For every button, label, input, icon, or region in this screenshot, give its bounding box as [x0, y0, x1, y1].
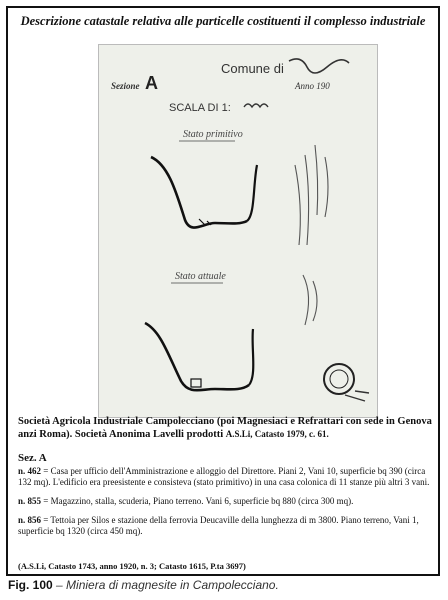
road-line-lower — [249, 329, 253, 385]
entry-number: n. 855 — [18, 496, 42, 506]
building-parcel — [191, 379, 201, 387]
figure-number: Fig. 100 — [8, 578, 53, 592]
official-stamp-inner — [330, 370, 348, 388]
road-line-upper — [247, 165, 257, 221]
entry-855 — [18, 496, 434, 507]
map-stato-attuale: Stato attuale — [175, 271, 226, 282]
parcel-entries — [18, 466, 434, 545]
river-line-upper — [151, 157, 247, 228]
entry-text: = Casa per ufficio dell'Amministrazione e alloggio del Direttore. Piani 2, Vani 10, superficie bq 390 (circa 132 mq). L'edificio era preesistente e consisteva (stato primitivo) in una casa colonica di 11 stanze più altri 3 vani. — [18, 466, 430, 487]
map-sezione-label: Sezione — [111, 81, 140, 91]
caption-left: Società Agricola Industriale Campolecciano (poi Magnesiaci e Refrattari con sede in Genova anzi Roma). — [18, 416, 432, 440]
entry-462 — [18, 466, 434, 488]
entry-856 — [18, 515, 434, 537]
cadastral-map — [98, 44, 378, 418]
figure-dash: – — [56, 578, 67, 592]
handwritten-note-lower — [303, 275, 317, 325]
section-label: Sez. A — [18, 452, 47, 464]
map-drawing — [99, 45, 377, 417]
map-stato-primitivo: Stato primitivo — [183, 129, 243, 140]
map-anno: Anno 190 — [295, 81, 330, 91]
entry-text: = Magazzino, stalla, scuderia, Piano terreno. Vani 6, superficie bq 880 (circa 300 mq). — [41, 496, 354, 506]
figure-text: Miniera di magnesite in Campolecciano. — [66, 578, 279, 592]
entry-number: n. 462 — [18, 466, 42, 476]
caption-right: Società Anonima Lavelli prodotti — [74, 429, 224, 440]
page-heading: Descrizione catastale relativa alle particelle costituenti il complesso industriale — [20, 14, 426, 28]
map-sezione-letter: A — [145, 73, 158, 93]
official-stamp — [324, 364, 354, 394]
map-comune: Comune di — [221, 61, 284, 76]
source-citation: (A.S.Li, Catasto 1743, anno 1920, n. 3; Catasto 1615, P.ta 3697) — [18, 561, 246, 571]
signature-marks — [345, 391, 369, 401]
map-caption — [18, 416, 436, 441]
entry-number: n. 856 — [18, 515, 42, 525]
map-scala: SCALA DI 1: — [169, 102, 231, 114]
entry-text: = Tettoia per Silos e stazione della ferrovia Deucaville della lunghezza di m 3800. Piano terreno, Vani 1, superficie bq 1320 (circa 450 mq). — [18, 515, 419, 536]
river-line-lower — [145, 323, 249, 390]
figure-caption — [8, 578, 279, 592]
handwritten-note-upper — [295, 145, 328, 245]
scala-handwriting — [244, 104, 268, 107]
document-frame — [6, 6, 440, 576]
caption-reference: A.S.Li, Catasto 1979, c. 61. — [225, 429, 329, 439]
comune-handwriting — [289, 59, 349, 73]
